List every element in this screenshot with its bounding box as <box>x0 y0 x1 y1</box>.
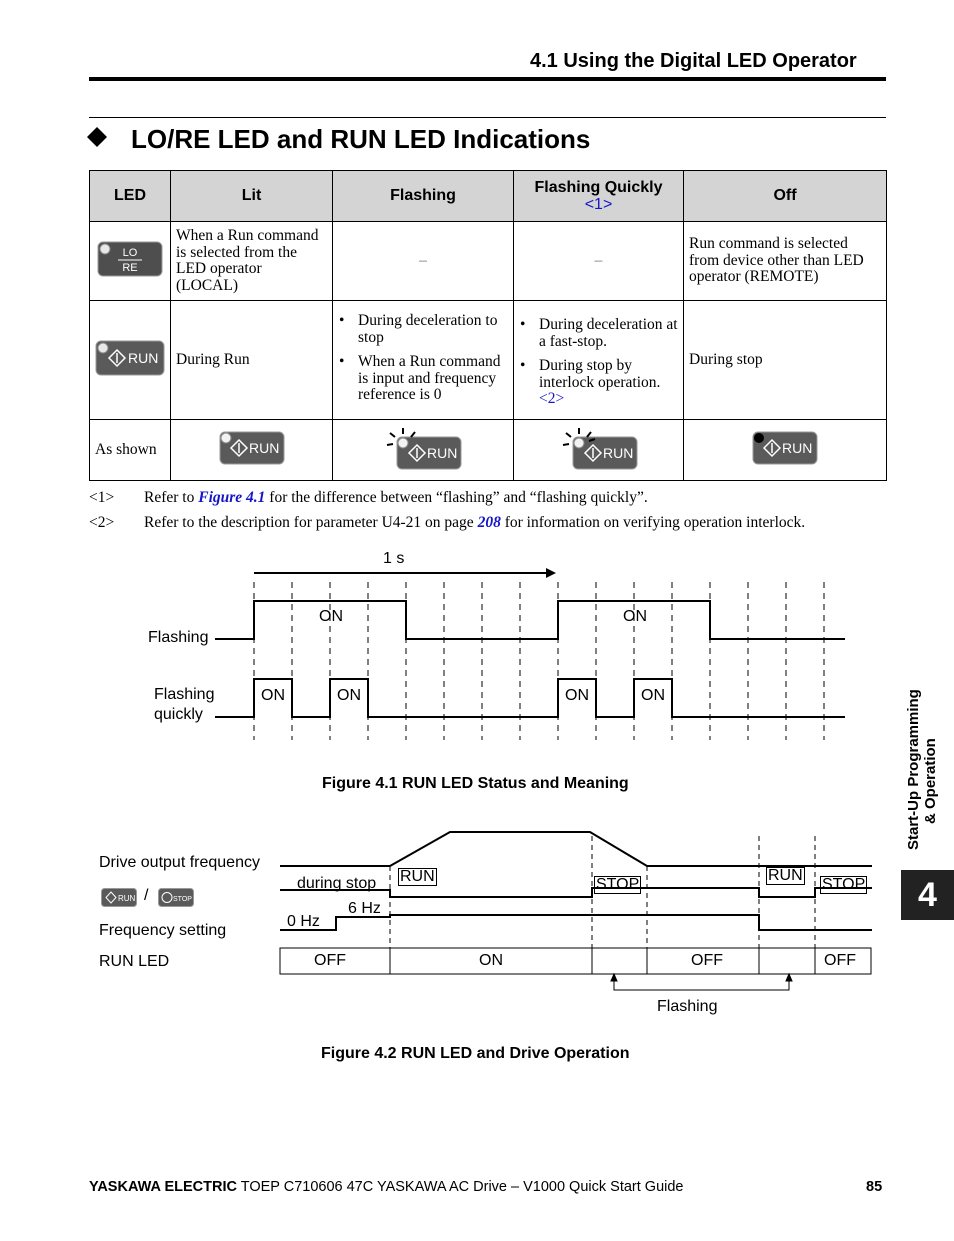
shown-lit <box>171 420 333 481</box>
led-state-off-2: OFF <box>691 952 723 969</box>
lore-led-cell <box>90 222 171 301</box>
run-led-lit-icon <box>219 431 285 465</box>
table-row-lore <box>90 222 887 301</box>
during-stop-label: during stop <box>297 875 377 892</box>
quick-on-1: ON <box>261 687 285 704</box>
run-led-off-icon <box>752 431 818 465</box>
stop-box-1: STOP <box>596 876 640 893</box>
quick-on-3: ON <box>565 687 589 704</box>
footer-brand: YASKAWA ELECTRIC <box>89 1179 237 1195</box>
run-led-timeline <box>280 948 871 974</box>
note-1 <box>89 489 648 507</box>
note-1-pre: Refer to <box>144 489 199 506</box>
lore-flashing: – <box>333 222 514 301</box>
flashing-waveform <box>215 601 845 639</box>
flashing-bracket-label: Flashing <box>657 998 718 1015</box>
run-key-icon <box>101 888 137 907</box>
run-off: During stop <box>684 301 887 420</box>
side-label-line2: & Operation <box>922 738 939 824</box>
col-flashing-quickly-ref[interactable]: <1> <box>584 196 613 213</box>
flashing-label: Flashing <box>148 629 209 646</box>
figure-4-2-diagram <box>0 820 954 1000</box>
run-flashing-quickly <box>514 301 684 420</box>
shown-off <box>684 420 887 481</box>
table-row-run <box>90 301 887 420</box>
led-state-off-3: OFF <box>824 952 856 969</box>
footer <box>89 1179 684 1195</box>
note-1-num: <1> <box>89 489 115 506</box>
lore-flashing-quickly: – <box>514 222 684 301</box>
note-2-link[interactable]: 208 <box>477 514 501 531</box>
footer-doc: TOEP C710606 47C YASKAWA AC Drive – V1000 Quick Start Guide <box>236 1179 684 1195</box>
run-led-flashing-icon <box>383 425 463 471</box>
quick-label-line1: Flashing <box>154 686 215 703</box>
table-row-shown <box>90 420 887 481</box>
run-quick-item-2-text: During stop by interlock operation. <box>539 357 661 391</box>
note-2-num: <2> <box>89 514 115 531</box>
section-title: 4.1 Using the Digital LED Operator <box>530 50 857 72</box>
note-1-link[interactable]: Figure 4.1 <box>198 489 266 506</box>
zero-hz-label: 0 Hz <box>287 913 320 930</box>
run-quick-ref[interactable]: <2> <box>539 390 565 408</box>
flashing-quickly-waveform <box>215 679 845 717</box>
col-flashing-quickly <box>514 171 684 222</box>
chapter-side-label <box>905 650 939 850</box>
chapter-tab[interactable]: 4 <box>901 870 954 920</box>
col-off: Off <box>684 171 887 222</box>
shown-flashing <box>333 420 514 481</box>
key-slash: / <box>144 887 149 904</box>
stop-key-text: STOP <box>173 896 192 903</box>
page-number: 85 <box>866 1179 883 1195</box>
quick-on-4: ON <box>641 687 665 704</box>
col-led: LED <box>90 171 171 222</box>
col-flashing: Flashing <box>333 171 514 222</box>
lore-lit: When a Run command is selected from the LED operator (LOCAL) <box>171 222 333 301</box>
one-second-arrow <box>254 568 556 578</box>
stop-key-icon <box>158 888 194 907</box>
run-row-button-text: RUN <box>128 349 159 366</box>
lit-run-text: RUN <box>248 439 279 456</box>
run-box-1: RUN <box>400 868 435 885</box>
run-led-cell <box>90 301 171 420</box>
run-flashing <box>333 301 514 420</box>
stop-box-2: STOP <box>822 876 866 893</box>
shown-label: As shown <box>90 420 171 481</box>
time-label: 1 s <box>383 550 405 567</box>
run-key-text: RUN <box>118 894 136 903</box>
run-lit: During Run <box>171 301 333 420</box>
flashing-on-2: ON <box>623 608 647 625</box>
quick-label-line2: quickly <box>154 706 203 723</box>
drive-output-label: Drive output frequency <box>99 854 260 871</box>
page-heading: LO/RE LED and RUN LED Indications <box>131 124 591 154</box>
six-hz-label: 6 Hz <box>348 900 381 917</box>
flashing-on-1: ON <box>319 608 343 625</box>
run-led-dividers <box>390 948 815 974</box>
output-frequency-line <box>280 832 872 866</box>
led-indication-table <box>89 170 887 481</box>
run-box-2: RUN <box>768 867 803 884</box>
run-flashing-item-1: • During deceleration to stop <box>336 313 510 346</box>
run-button-icon <box>95 340 165 376</box>
figure-4-1-caption: Figure 4.1 RUN LED Status and Meaning <box>322 775 629 792</box>
run-quick-item-1: • During deceleration at a fast-stop. <box>517 317 680 350</box>
freq-setting-label: Frequency setting <box>99 922 227 939</box>
diamond-icon <box>87 127 107 147</box>
figure-4-1-diagram <box>0 540 954 760</box>
led-state-off-1: OFF <box>314 952 346 969</box>
table-header-row <box>90 171 887 222</box>
run-led-label: RUN LED <box>99 953 170 970</box>
led-state-on: ON <box>479 952 503 969</box>
note-2-pre: Refer to the description for parameter U4-21 on page <box>144 514 478 531</box>
flashing-bracket <box>611 974 792 990</box>
lore-re-text: RE <box>122 261 138 274</box>
figure-4-2-caption: Figure 4.2 RUN LED and Drive Operation <box>321 1045 630 1062</box>
flashing-run-text: RUN <box>427 444 458 461</box>
quick-run-text: RUN <box>602 444 633 461</box>
run-quick-item-2 <box>517 358 680 408</box>
quick-on-2: ON <box>337 687 361 704</box>
col-flashing-quickly-label: Flashing Quickly <box>534 179 663 196</box>
lore-off: Run command is selected from device other than LED operator (REMOTE) <box>684 222 887 301</box>
note-1-post: for the difference between “flashing” and “flashing quickly”. <box>265 489 648 506</box>
note-2-post: for information on verifying operation interlock. <box>500 514 806 531</box>
note-2 <box>89 514 805 532</box>
lore-lo-text: LO <box>122 246 138 259</box>
run-led-quick-icon <box>559 425 639 471</box>
shown-flashing-quickly <box>514 420 684 481</box>
header-rule <box>89 77 886 81</box>
lo-re-button-icon <box>97 241 163 277</box>
heading-rule <box>89 117 886 118</box>
off-run-text: RUN <box>782 439 813 456</box>
col-lit: Lit <box>171 171 333 222</box>
side-label-line1: Start-Up Programming <box>905 689 922 850</box>
run-flashing-item-2: • When a Run command is input and frequency reference is 0 <box>336 354 510 404</box>
